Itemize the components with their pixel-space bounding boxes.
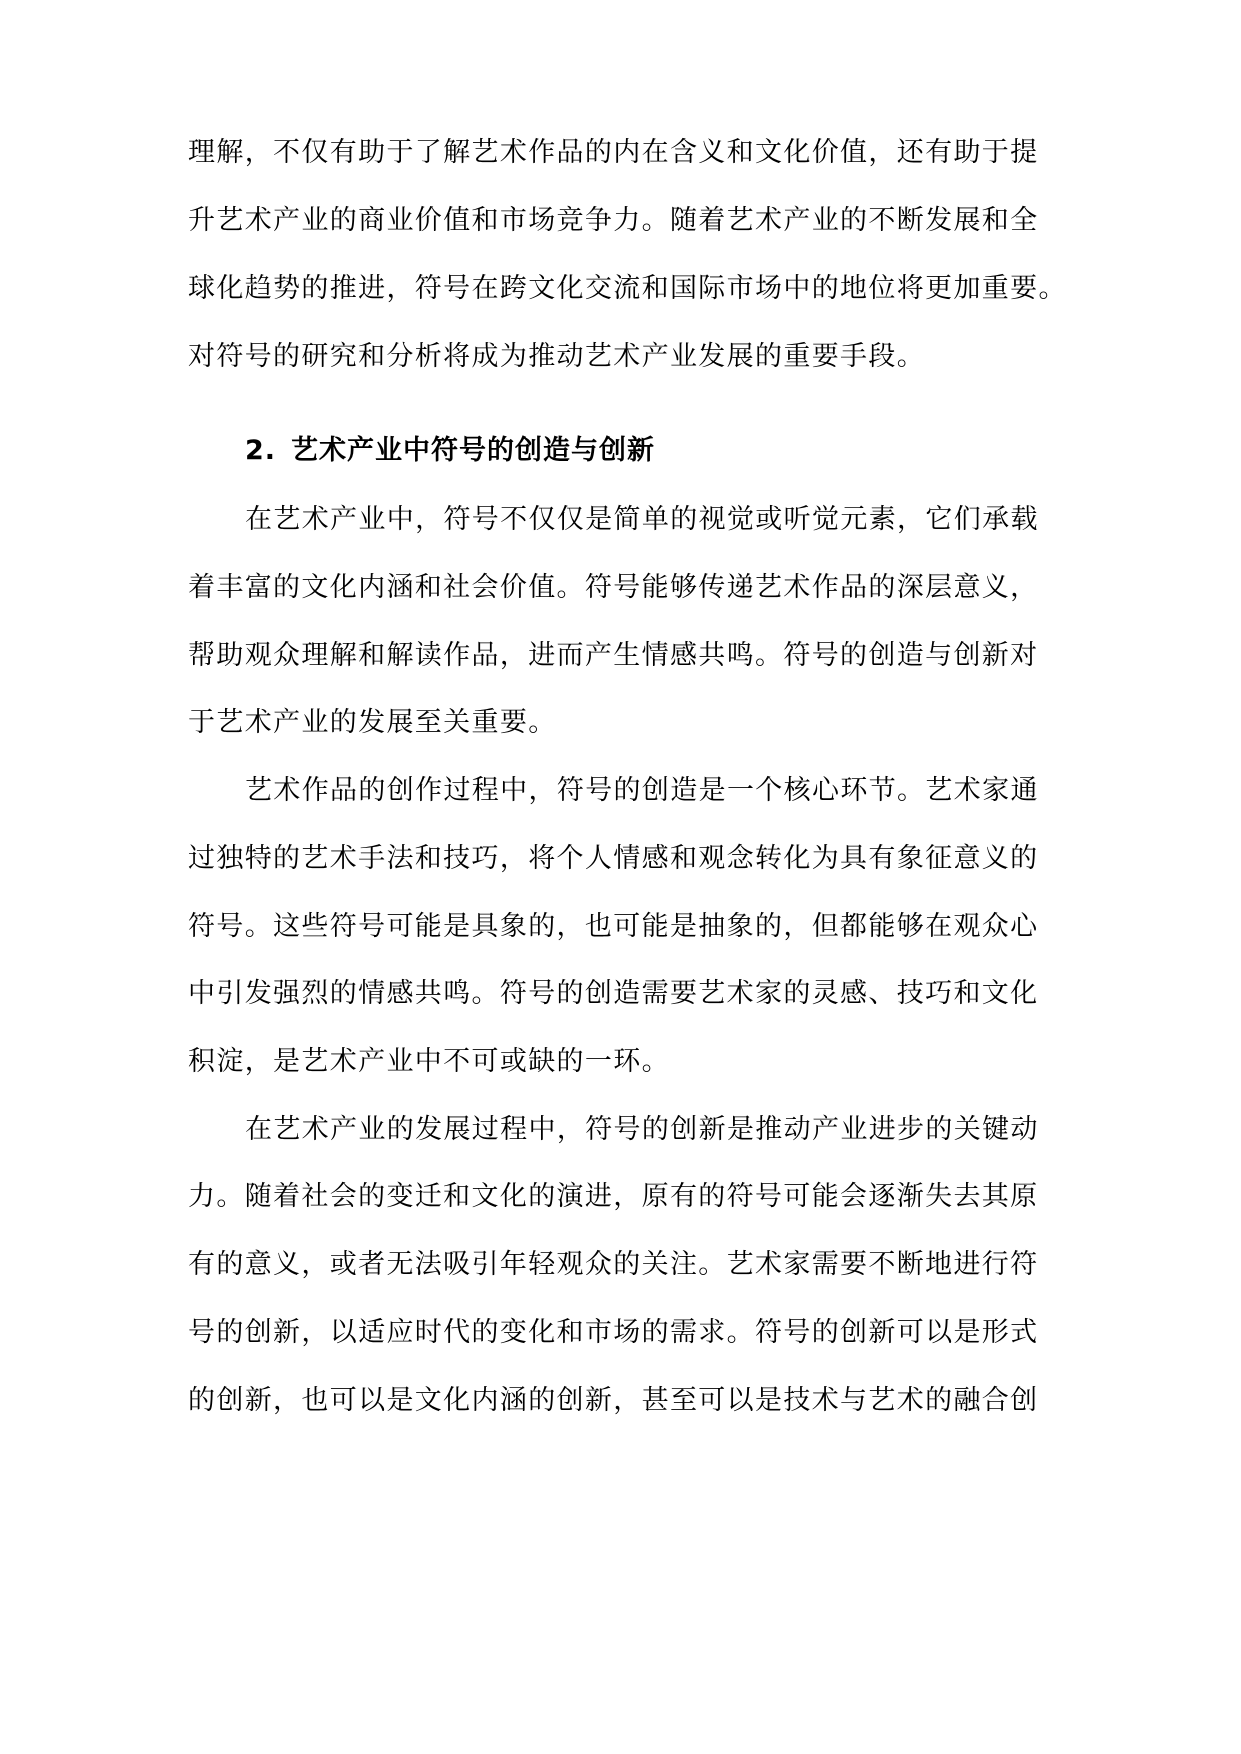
text-line: 对符号的研究和分析将成为推动艺术产业发展的重要手段。	[188, 341, 926, 372]
text-line: 符号。这些符号可能是具象的，也可能是抽象的，但都能够在观众心	[188, 911, 1039, 942]
text-line: 着丰富的文化内涵和社会价值。符号能够传递艺术作品的深层意义，	[188, 572, 1039, 603]
text-line: 的创新，也可以是文化内涵的创新，甚至可以是技术与艺术的融合创	[188, 1385, 1039, 1416]
text-line: 力。随着社会的变迁和文化的演进，原有的符号可能会逐渐失去其原	[188, 1181, 1039, 1212]
text-line: 号的创新，以适应时代的变化和市场的需求。符号的创新可以是形式	[188, 1317, 1039, 1348]
section-heading	[245, 434, 655, 468]
section-number: 2.	[245, 435, 277, 466]
text-line: 有的意义，或者无法吸引年轻观众的关注。艺术家需要不断地进行符	[188, 1249, 1039, 1280]
text-line: 于艺术产业的发展至关重要。	[188, 707, 557, 738]
text-line: 升艺术产业的商业价值和市场竞争力。随着艺术产业的不断发展和全	[188, 205, 1039, 236]
text-line: 艺术作品的创作过程中，符号的创造是一个核心环节。艺术家通	[245, 775, 1039, 806]
text-line: 在艺术产业中，符号不仅仅是简单的视觉或听觉元素，它们承载	[245, 504, 1039, 535]
text-line: 在艺术产业的发展过程中，符号的创新是推动产业进步的关键动	[245, 1114, 1039, 1145]
text-line: 球化趋势的推进，符号在跨文化交流和国际市场中的地位将更加重要。	[188, 273, 1067, 304]
text-line: 积淀，是艺术产业中不可或缺的一环。	[188, 1046, 670, 1077]
text-line: 中引发强烈的情感共鸣。符号的创造需要艺术家的灵感、技巧和文化	[188, 978, 1039, 1009]
section-title: 艺术产业中符号的创造与创新	[291, 435, 655, 466]
text-line: 帮助观众理解和解读作品，进而产生情感共鸣。符号的创造与创新对	[188, 640, 1039, 671]
text-line: 过独特的艺术手法和技巧，将个人情感和观念转化为具有象征意义的	[188, 843, 1039, 874]
text-line: 理解，不仅有助于了解艺术作品的内在含义和文化价值，还有助于提	[188, 137, 1039, 168]
